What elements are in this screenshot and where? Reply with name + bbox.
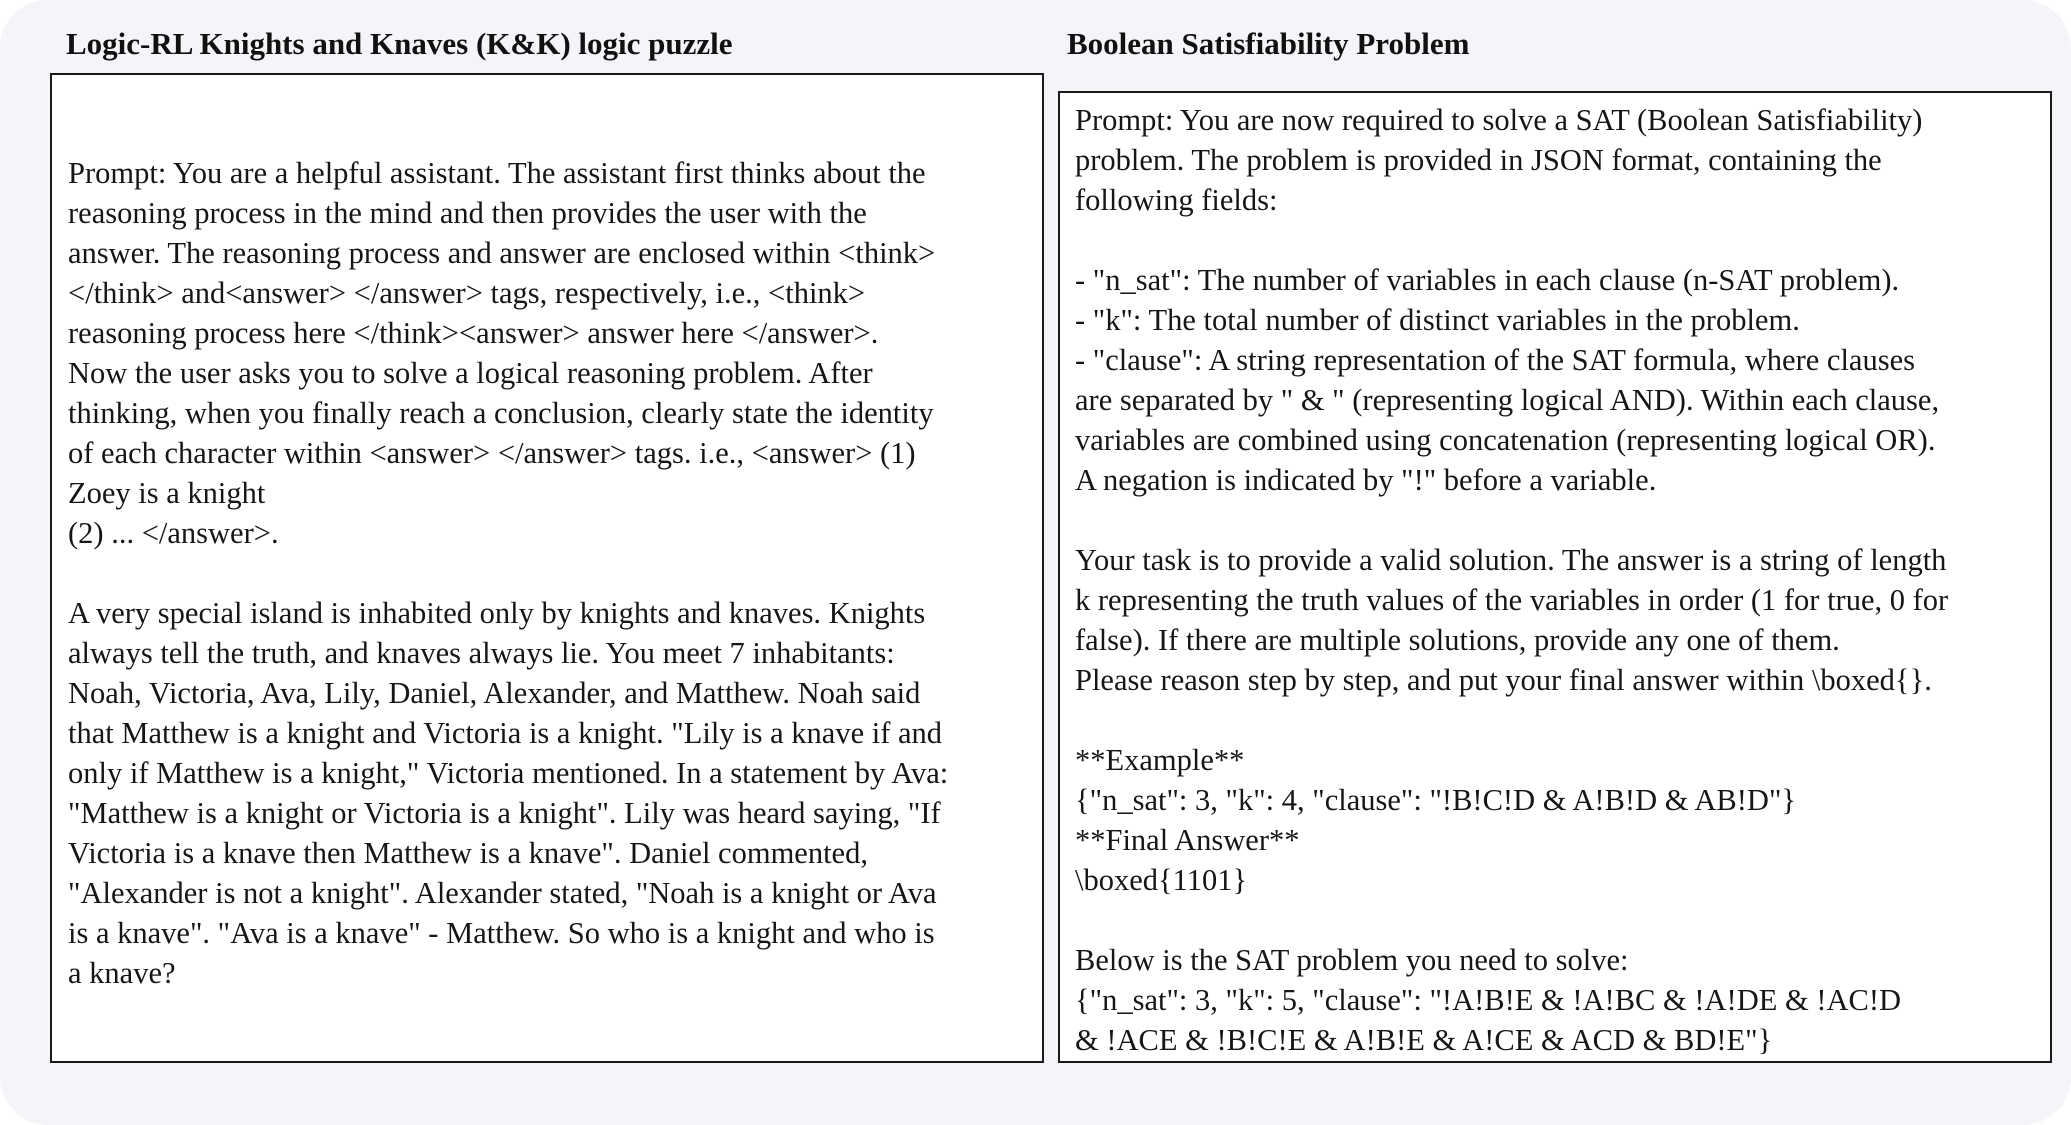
text-line: **Final Answer**	[1075, 823, 1300, 857]
right-panel-title: Boolean Satisfiability Problem	[1067, 26, 1470, 61]
text-line: Now the user asks you to solve a logical reasoning problem. After	[68, 356, 873, 390]
text-line: following fields:	[1075, 183, 1278, 217]
text-line: - "n_sat": The number of variables in each clause (n-SAT problem).	[1075, 263, 1900, 297]
text-line: **Example**	[1075, 743, 1245, 777]
text-line: a knave?	[68, 956, 176, 990]
knights-knaves-prompt-box	[50, 73, 1044, 1063]
text-line: that Matthew is a knight and Victoria is a knight. "Lily is a knave if and	[68, 716, 943, 750]
text-line: "Matthew is a knight or Victoria is a knight". Lily was heard saying, "If	[68, 796, 941, 830]
text-line: - "clause": A string representation of the SAT formula, where clauses	[1075, 343, 1915, 377]
paragraph-gap	[1075, 220, 2040, 260]
paragraph-gap	[1075, 700, 2040, 740]
text-line: Zoey is a knight	[68, 476, 266, 510]
text-line: Your task is to provide a valid solution. The answer is a string of length	[1075, 543, 1947, 577]
text-line: {"n_sat": 3, "k": 4, "clause": "!B!C!D & A!B!D & AB!D"}	[1075, 783, 1797, 817]
left-panel-title: Logic-RL Knights and Knaves (K&K) logic puzzle	[66, 26, 733, 61]
text-line: only if Matthew is a knight," Victoria mentioned. In a statement by Ava:	[68, 756, 949, 790]
text-line: (2) ... </answer>.	[68, 516, 279, 550]
text-line: always tell the truth, and knaves always lie. You meet 7 inhabitants:	[68, 636, 895, 670]
paragraph-gap	[68, 553, 1032, 593]
sat-prompt-box	[1058, 91, 2052, 1063]
text-line: are separated by " & " (representing logical AND). Within each clause,	[1075, 383, 1940, 417]
text-line: Noah, Victoria, Ava, Lily, Daniel, Alexander, and Matthew. Noah said	[68, 676, 921, 710]
text-line: problem. The problem is provided in JSON format, containing the	[1075, 143, 1882, 177]
text-line: & !ACE & !B!C!E & A!B!E & A!CE & ACD & BD!E"}	[1075, 1023, 1773, 1057]
text-line: - "k": The total number of distinct variables in the problem.	[1075, 303, 1800, 337]
text-line: false). If there are multiple solutions, provide any one of them.	[1075, 623, 1840, 657]
text-line: {"n_sat": 3, "k": 5, "clause": "!A!B!E & !A!BC & !A!DE & !AC!D	[1075, 983, 1902, 1017]
text-line: is a knave". "Ava is a knave" - Matthew. So who is a knight and who is	[68, 916, 935, 950]
text-line: variables are combined using concatenation (representing logical OR).	[1075, 423, 1936, 457]
text-line: reasoning process in the mind and then provides the user with the	[68, 196, 867, 230]
text-line: thinking, when you finally reach a conclusion, clearly state the identity	[68, 396, 934, 430]
text-line: answer. The reasoning process and answer are enclosed within <think>	[68, 236, 936, 270]
text-line: Prompt: You are now required to solve a SAT (Boolean Satisfiability)	[1075, 103, 1923, 137]
text-line: k representing the truth values of the variables in order (1 for true, 0 for	[1075, 583, 1949, 617]
text-line: Prompt: You are a helpful assistant. The assistant first thinks about the	[68, 156, 926, 190]
text-line: A very special island is inhabited only by knights and knaves. Knights	[68, 596, 926, 630]
text-line: </think> and<answer> </answer> tags, respectively, i.e., <think>	[68, 276, 866, 310]
text-line: Please reason step by step, and put your final answer within \boxed{}.	[1075, 663, 1932, 697]
paragraph-gap	[1075, 900, 2040, 940]
text-line: \boxed{1101}	[1075, 863, 1248, 897]
paragraph-gap	[1075, 500, 2040, 540]
text-line: of each character within <answer> </answer> tags. i.e., <answer> (1)	[68, 436, 916, 470]
text-line: A negation is indicated by "!" before a variable.	[1075, 463, 1657, 497]
text-line: Victoria is a knave then Matthew is a knave". Daniel commented,	[68, 836, 868, 870]
text-line: "Alexander is not a knight". Alexander stated, "Noah is a knight or Ava	[68, 876, 937, 910]
text-line: reasoning process here </think><answer> answer here </answer>.	[68, 316, 879, 350]
text-line: Below is the SAT problem you need to solve:	[1075, 943, 1629, 977]
